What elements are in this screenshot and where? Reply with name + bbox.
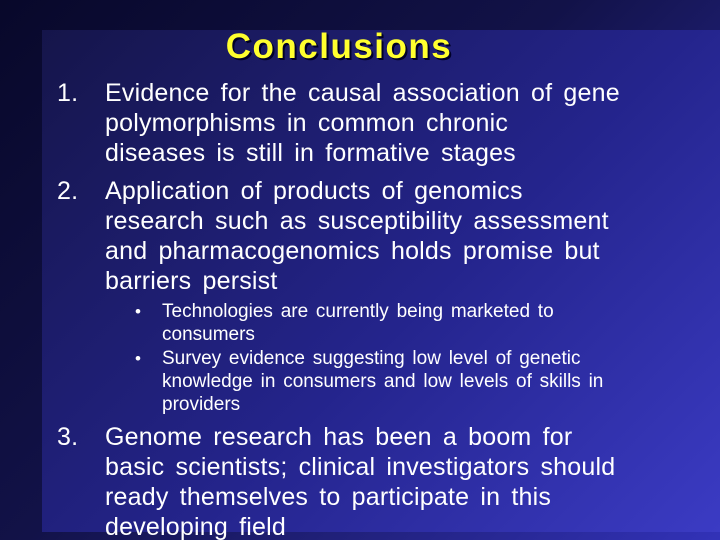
item-text [105, 78, 620, 168]
item-text [105, 176, 609, 296]
item-text-line: Evidence for the causal association of gene [105, 79, 620, 107]
sub-bullet-text [162, 347, 603, 416]
sub-bullet-text [162, 300, 554, 346]
item-text-line: research such as susceptibility assessment [105, 207, 609, 235]
sub-bullet-2 [42, 347, 720, 416]
item-text-line: developing field [105, 513, 286, 540]
item-text-line: ready themselves to participate in this [105, 483, 552, 511]
sub-bullet-list [42, 300, 720, 416]
conclusion-item-2 [42, 176, 720, 296]
bullet-icon: • [135, 349, 141, 368]
sub-bullet-line: Survey evidence suggesting low level of genetic [162, 348, 581, 369]
item-text-line: Genome research has been a boom for [105, 423, 573, 451]
sub-bullet-line: knowledge in consumers and low levels of skills in [162, 371, 604, 392]
item-text-line: barriers persist [105, 267, 278, 295]
item-text-line: basic scientists; clinical investigators should [105, 453, 616, 481]
item-text-line: Application of products of genomics [105, 177, 523, 205]
sub-bullet-line: Technologies are currently being marketed to [162, 301, 554, 322]
item-text-line: and pharmacogenomics holds promise but [105, 237, 600, 265]
sub-bullet-line: providers [162, 394, 241, 415]
item-text-line: diseases is still in formative stages [105, 139, 516, 167]
slide-title: Conclusions [225, 27, 453, 66]
sub-bullet-1 [42, 300, 720, 346]
conclusion-item-3 [42, 422, 720, 540]
item-number: 1. [57, 79, 79, 107]
bullet-icon: • [135, 302, 141, 321]
item-text [105, 422, 615, 540]
slide-content-panel [42, 27, 720, 540]
item-number: 3. [57, 423, 79, 451]
item-number: 2. [57, 177, 79, 205]
sub-bullet-line: consumers [162, 324, 255, 345]
item-text-line: polymorphisms in common chronic [105, 109, 509, 137]
conclusion-item-1 [42, 78, 720, 168]
